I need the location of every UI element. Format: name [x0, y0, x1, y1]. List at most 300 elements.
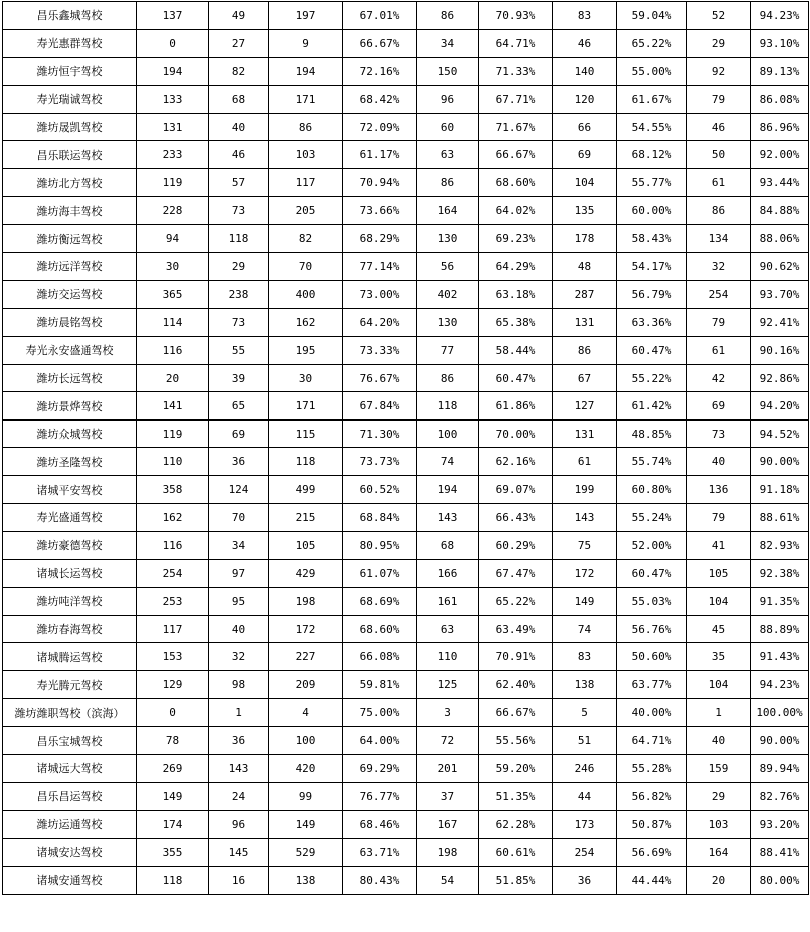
value-cell: 60.29%: [479, 531, 553, 559]
value-cell: 77: [417, 336, 479, 364]
value-cell: 62.40%: [479, 671, 553, 699]
school-name-cell: 诸城平安驾校: [3, 476, 137, 504]
table-row: [3, 810, 809, 838]
value-cell: 355: [137, 838, 209, 866]
value-cell: 159: [687, 755, 751, 783]
value-cell: 69: [553, 141, 617, 169]
value-cell: 51: [553, 727, 617, 755]
value-cell: 88.41%: [751, 838, 809, 866]
value-cell: 162: [269, 308, 343, 336]
value-cell: 105: [269, 531, 343, 559]
value-cell: 62.28%: [479, 810, 553, 838]
value-cell: 59.20%: [479, 755, 553, 783]
value-cell: 91.18%: [751, 476, 809, 504]
value-cell: 129: [137, 671, 209, 699]
value-cell: 100.00%: [751, 699, 809, 727]
value-cell: 88.89%: [751, 615, 809, 643]
value-cell: 80.00%: [751, 866, 809, 894]
school-name-cell: 潍坊景烨驾校: [3, 392, 137, 420]
value-cell: 75.00%: [343, 699, 417, 727]
value-cell: 16: [209, 866, 269, 894]
value-cell: 68.60%: [343, 615, 417, 643]
school-name-cell: 潍坊春海驾校: [3, 615, 137, 643]
value-cell: 73.66%: [343, 197, 417, 225]
value-cell: 119: [137, 169, 209, 197]
table-row: [3, 587, 809, 615]
value-cell: 94.52%: [751, 420, 809, 448]
value-cell: 68.12%: [617, 141, 687, 169]
value-cell: 73: [209, 308, 269, 336]
table-row: [3, 782, 809, 810]
school-name-cell: 潍坊吨洋驾校: [3, 587, 137, 615]
value-cell: 73.33%: [343, 336, 417, 364]
value-cell: 72.16%: [343, 57, 417, 85]
value-cell: 62.16%: [479, 448, 553, 476]
table-row: [3, 448, 809, 476]
value-cell: 529: [269, 838, 343, 866]
value-cell: 198: [269, 587, 343, 615]
school-name-cell: 潍坊潍职驾校（滨海）: [3, 699, 137, 727]
value-cell: 127: [553, 392, 617, 420]
value-cell: 75: [553, 531, 617, 559]
value-cell: 29: [687, 29, 751, 57]
value-cell: 63.36%: [617, 308, 687, 336]
school-name-cell: 潍坊远洋驾校: [3, 253, 137, 281]
value-cell: 164: [417, 197, 479, 225]
value-cell: 56.76%: [617, 615, 687, 643]
value-cell: 86: [553, 336, 617, 364]
driving-school-stats-table: [2, 1, 809, 895]
value-cell: 100: [269, 727, 343, 755]
value-cell: 194: [417, 476, 479, 504]
value-cell: 93.20%: [751, 810, 809, 838]
table-row: [3, 615, 809, 643]
value-cell: 116: [137, 336, 209, 364]
value-cell: 94.23%: [751, 671, 809, 699]
table-row: [3, 504, 809, 532]
table-row: [3, 280, 809, 308]
value-cell: 358: [137, 476, 209, 504]
value-cell: 44.44%: [617, 866, 687, 894]
value-cell: 104: [687, 671, 751, 699]
value-cell: 66: [553, 113, 617, 141]
value-cell: 172: [553, 559, 617, 587]
value-cell: 269: [137, 755, 209, 783]
value-cell: 287: [553, 280, 617, 308]
table-row: [3, 643, 809, 671]
value-cell: 499: [269, 476, 343, 504]
value-cell: 131: [553, 420, 617, 448]
value-cell: 63.18%: [479, 280, 553, 308]
value-cell: 61: [553, 448, 617, 476]
value-cell: 130: [417, 308, 479, 336]
value-cell: 82: [269, 225, 343, 253]
value-cell: 48.85%: [617, 420, 687, 448]
value-cell: 56.79%: [617, 280, 687, 308]
value-cell: 131: [137, 113, 209, 141]
value-cell: 118: [209, 225, 269, 253]
value-cell: 50.60%: [617, 643, 687, 671]
value-cell: 36: [209, 448, 269, 476]
value-cell: 63.77%: [617, 671, 687, 699]
table-row: [3, 2, 809, 30]
value-cell: 227: [269, 643, 343, 671]
value-cell: 60.47%: [617, 559, 687, 587]
value-cell: 32: [687, 253, 751, 281]
value-cell: 45: [687, 615, 751, 643]
value-cell: 64.71%: [479, 29, 553, 57]
value-cell: 150: [417, 57, 479, 85]
value-cell: 143: [417, 504, 479, 532]
value-cell: 114: [137, 308, 209, 336]
school-name-cell: 昌乐宝城驾校: [3, 727, 137, 755]
school-name-cell: 潍坊众城驾校: [3, 420, 137, 448]
value-cell: 60.47%: [617, 336, 687, 364]
value-cell: 99: [269, 782, 343, 810]
value-cell: 68.69%: [343, 587, 417, 615]
value-cell: 92.86%: [751, 364, 809, 392]
value-cell: 83: [553, 643, 617, 671]
value-cell: 130: [417, 225, 479, 253]
value-cell: 228: [137, 197, 209, 225]
value-cell: 51.35%: [479, 782, 553, 810]
table-row: [3, 141, 809, 169]
school-name-cell: 昌乐昌运驾校: [3, 782, 137, 810]
value-cell: 103: [269, 141, 343, 169]
value-cell: 71.33%: [479, 57, 553, 85]
value-cell: 69.23%: [479, 225, 553, 253]
value-cell: 120: [553, 85, 617, 113]
value-cell: 69.29%: [343, 755, 417, 783]
value-cell: 68.46%: [343, 810, 417, 838]
value-cell: 58.43%: [617, 225, 687, 253]
value-cell: 37: [417, 782, 479, 810]
school-name-cell: 潍坊交运驾校: [3, 280, 137, 308]
value-cell: 55.77%: [617, 169, 687, 197]
value-cell: 92: [687, 57, 751, 85]
value-cell: 42: [687, 364, 751, 392]
value-cell: 60.00%: [617, 197, 687, 225]
value-cell: 59.81%: [343, 671, 417, 699]
value-cell: 86.96%: [751, 113, 809, 141]
table-row: [3, 113, 809, 141]
value-cell: 89.13%: [751, 57, 809, 85]
value-cell: 92.38%: [751, 559, 809, 587]
value-cell: 36: [209, 727, 269, 755]
value-cell: 65.22%: [479, 587, 553, 615]
value-cell: 68.84%: [343, 504, 417, 532]
value-cell: 66.67%: [479, 141, 553, 169]
value-cell: 198: [417, 838, 479, 866]
value-cell: 167: [417, 810, 479, 838]
value-cell: 166: [417, 559, 479, 587]
value-cell: 174: [137, 810, 209, 838]
value-cell: 50: [687, 141, 751, 169]
table-row: [3, 29, 809, 57]
value-cell: 55.28%: [617, 755, 687, 783]
value-cell: 96: [209, 810, 269, 838]
value-cell: 68: [417, 531, 479, 559]
value-cell: 103: [687, 810, 751, 838]
value-cell: 66.43%: [479, 504, 553, 532]
value-cell: 60.47%: [479, 364, 553, 392]
value-cell: 429: [269, 559, 343, 587]
value-cell: 93.70%: [751, 280, 809, 308]
table-row: [3, 253, 809, 281]
value-cell: 83: [553, 2, 617, 30]
value-cell: 82: [209, 57, 269, 85]
table-row: [3, 85, 809, 113]
value-cell: 105: [687, 559, 751, 587]
table-row: [3, 671, 809, 699]
value-cell: 72: [417, 727, 479, 755]
value-cell: 54.55%: [617, 113, 687, 141]
value-cell: 77.14%: [343, 253, 417, 281]
value-cell: 115: [269, 420, 343, 448]
value-cell: 178: [553, 225, 617, 253]
value-cell: 73: [687, 420, 751, 448]
value-cell: 55.56%: [479, 727, 553, 755]
value-cell: 246: [553, 755, 617, 783]
value-cell: 55.22%: [617, 364, 687, 392]
value-cell: 66.67%: [479, 699, 553, 727]
value-cell: 89.94%: [751, 755, 809, 783]
value-cell: 65: [209, 392, 269, 420]
table-body: [3, 2, 809, 895]
value-cell: 402: [417, 280, 479, 308]
value-cell: 104: [687, 587, 751, 615]
value-cell: 50.87%: [617, 810, 687, 838]
value-cell: 73: [209, 197, 269, 225]
value-cell: 138: [553, 671, 617, 699]
value-cell: 68: [209, 85, 269, 113]
value-cell: 68.29%: [343, 225, 417, 253]
value-cell: 30: [269, 364, 343, 392]
value-cell: 67.01%: [343, 2, 417, 30]
value-cell: 149: [269, 810, 343, 838]
value-cell: 137: [137, 2, 209, 30]
value-cell: 171: [269, 392, 343, 420]
value-cell: 61.07%: [343, 559, 417, 587]
value-cell: 5: [553, 699, 617, 727]
table-row: [3, 225, 809, 253]
table-row: [3, 169, 809, 197]
value-cell: 46: [553, 29, 617, 57]
value-cell: 65.38%: [479, 308, 553, 336]
value-cell: 97: [209, 559, 269, 587]
value-cell: 162: [137, 504, 209, 532]
value-cell: 63.49%: [479, 615, 553, 643]
school-name-cell: 昌乐联运驾校: [3, 141, 137, 169]
value-cell: 140: [553, 57, 617, 85]
value-cell: 49: [209, 2, 269, 30]
value-cell: 68.60%: [479, 169, 553, 197]
value-cell: 61.17%: [343, 141, 417, 169]
value-cell: 51.85%: [479, 866, 553, 894]
value-cell: 61.67%: [617, 85, 687, 113]
value-cell: 20: [687, 866, 751, 894]
table-row: [3, 866, 809, 894]
value-cell: 82.76%: [751, 782, 809, 810]
value-cell: 0: [137, 699, 209, 727]
value-cell: 60.80%: [617, 476, 687, 504]
value-cell: 34: [417, 29, 479, 57]
value-cell: 104: [553, 169, 617, 197]
value-cell: 164: [687, 838, 751, 866]
value-cell: 61: [687, 336, 751, 364]
school-name-cell: 诸城远大驾校: [3, 755, 137, 783]
school-name-cell: 寿光惠群驾校: [3, 29, 137, 57]
school-name-cell: 诸城腾运驾校: [3, 643, 137, 671]
value-cell: 143: [553, 504, 617, 532]
value-cell: 55: [209, 336, 269, 364]
school-name-cell: 诸城长运驾校: [3, 559, 137, 587]
value-cell: 95: [209, 587, 269, 615]
school-name-cell: 潍坊衡远驾校: [3, 225, 137, 253]
value-cell: 194: [269, 57, 343, 85]
value-cell: 78: [137, 727, 209, 755]
table-row: [3, 392, 809, 420]
value-cell: 145: [209, 838, 269, 866]
value-cell: 3: [417, 699, 479, 727]
value-cell: 90.00%: [751, 448, 809, 476]
table-row: [3, 57, 809, 85]
value-cell: 44: [553, 782, 617, 810]
value-cell: 88.61%: [751, 504, 809, 532]
school-name-cell: 潍坊长远驾校: [3, 364, 137, 392]
value-cell: 136: [687, 476, 751, 504]
value-cell: 61: [687, 169, 751, 197]
value-cell: 0: [137, 29, 209, 57]
table-row: [3, 755, 809, 783]
value-cell: 70: [209, 504, 269, 532]
value-cell: 91.43%: [751, 643, 809, 671]
value-cell: 61.42%: [617, 392, 687, 420]
value-cell: 55.24%: [617, 504, 687, 532]
value-cell: 69.07%: [479, 476, 553, 504]
value-cell: 73.00%: [343, 280, 417, 308]
value-cell: 86: [687, 197, 751, 225]
value-cell: 35: [687, 643, 751, 671]
value-cell: 209: [269, 671, 343, 699]
school-name-cell: 寿光腾元驾校: [3, 671, 137, 699]
value-cell: 92.00%: [751, 141, 809, 169]
value-cell: 64.00%: [343, 727, 417, 755]
value-cell: 90.16%: [751, 336, 809, 364]
value-cell: 39: [209, 364, 269, 392]
value-cell: 48: [553, 253, 617, 281]
table-row: [3, 336, 809, 364]
value-cell: 79: [687, 85, 751, 113]
value-cell: 27: [209, 29, 269, 57]
value-cell: 64.20%: [343, 308, 417, 336]
value-cell: 71.67%: [479, 113, 553, 141]
value-cell: 76.77%: [343, 782, 417, 810]
value-cell: 56: [417, 253, 479, 281]
value-cell: 91.35%: [751, 587, 809, 615]
value-cell: 70: [269, 253, 343, 281]
value-cell: 60.52%: [343, 476, 417, 504]
value-cell: 254: [137, 559, 209, 587]
value-cell: 134: [687, 225, 751, 253]
value-cell: 233: [137, 141, 209, 169]
value-cell: 9: [269, 29, 343, 57]
value-cell: 70.93%: [479, 2, 553, 30]
table-row: [3, 727, 809, 755]
value-cell: 69: [687, 392, 751, 420]
value-cell: 29: [687, 782, 751, 810]
school-name-cell: 昌乐鑫城驾校: [3, 2, 137, 30]
table-row: [3, 531, 809, 559]
value-cell: 420: [269, 755, 343, 783]
value-cell: 52: [687, 2, 751, 30]
value-cell: 55.74%: [617, 448, 687, 476]
value-cell: 74: [553, 615, 617, 643]
value-cell: 68.42%: [343, 85, 417, 113]
school-name-cell: 寿光盛通驾校: [3, 504, 137, 532]
value-cell: 67: [553, 364, 617, 392]
value-cell: 67.71%: [479, 85, 553, 113]
value-cell: 64.71%: [617, 727, 687, 755]
value-cell: 1: [687, 699, 751, 727]
value-cell: 118: [269, 448, 343, 476]
value-cell: 116: [137, 531, 209, 559]
value-cell: 172: [269, 615, 343, 643]
value-cell: 40: [687, 727, 751, 755]
value-cell: 71.30%: [343, 420, 417, 448]
value-cell: 20: [137, 364, 209, 392]
value-cell: 65.22%: [617, 29, 687, 57]
value-cell: 69: [209, 420, 269, 448]
value-cell: 36: [553, 866, 617, 894]
value-cell: 34: [209, 531, 269, 559]
school-name-cell: 潍坊晨铭驾校: [3, 308, 137, 336]
value-cell: 79: [687, 308, 751, 336]
table-row: [3, 197, 809, 225]
value-cell: 59.04%: [617, 2, 687, 30]
value-cell: 195: [269, 336, 343, 364]
value-cell: 194: [137, 57, 209, 85]
value-cell: 86: [417, 2, 479, 30]
value-cell: 60.61%: [479, 838, 553, 866]
value-cell: 238: [209, 280, 269, 308]
value-cell: 94.20%: [751, 392, 809, 420]
value-cell: 117: [269, 169, 343, 197]
value-cell: 54.17%: [617, 253, 687, 281]
value-cell: 93.44%: [751, 169, 809, 197]
value-cell: 171: [269, 85, 343, 113]
value-cell: 64.02%: [479, 197, 553, 225]
value-cell: 125: [417, 671, 479, 699]
value-cell: 93.10%: [751, 29, 809, 57]
value-cell: 30: [137, 253, 209, 281]
value-cell: 52.00%: [617, 531, 687, 559]
value-cell: 161: [417, 587, 479, 615]
school-name-cell: 诸城安通驾校: [3, 866, 137, 894]
value-cell: 135: [553, 197, 617, 225]
value-cell: 55.00%: [617, 57, 687, 85]
value-cell: 60: [417, 113, 479, 141]
value-cell: 24: [209, 782, 269, 810]
value-cell: 197: [269, 2, 343, 30]
value-cell: 64.29%: [479, 253, 553, 281]
value-cell: 66.08%: [343, 643, 417, 671]
value-cell: 253: [137, 587, 209, 615]
value-cell: 118: [417, 392, 479, 420]
value-cell: 79: [687, 504, 751, 532]
value-cell: 141: [137, 392, 209, 420]
value-cell: 73.73%: [343, 448, 417, 476]
